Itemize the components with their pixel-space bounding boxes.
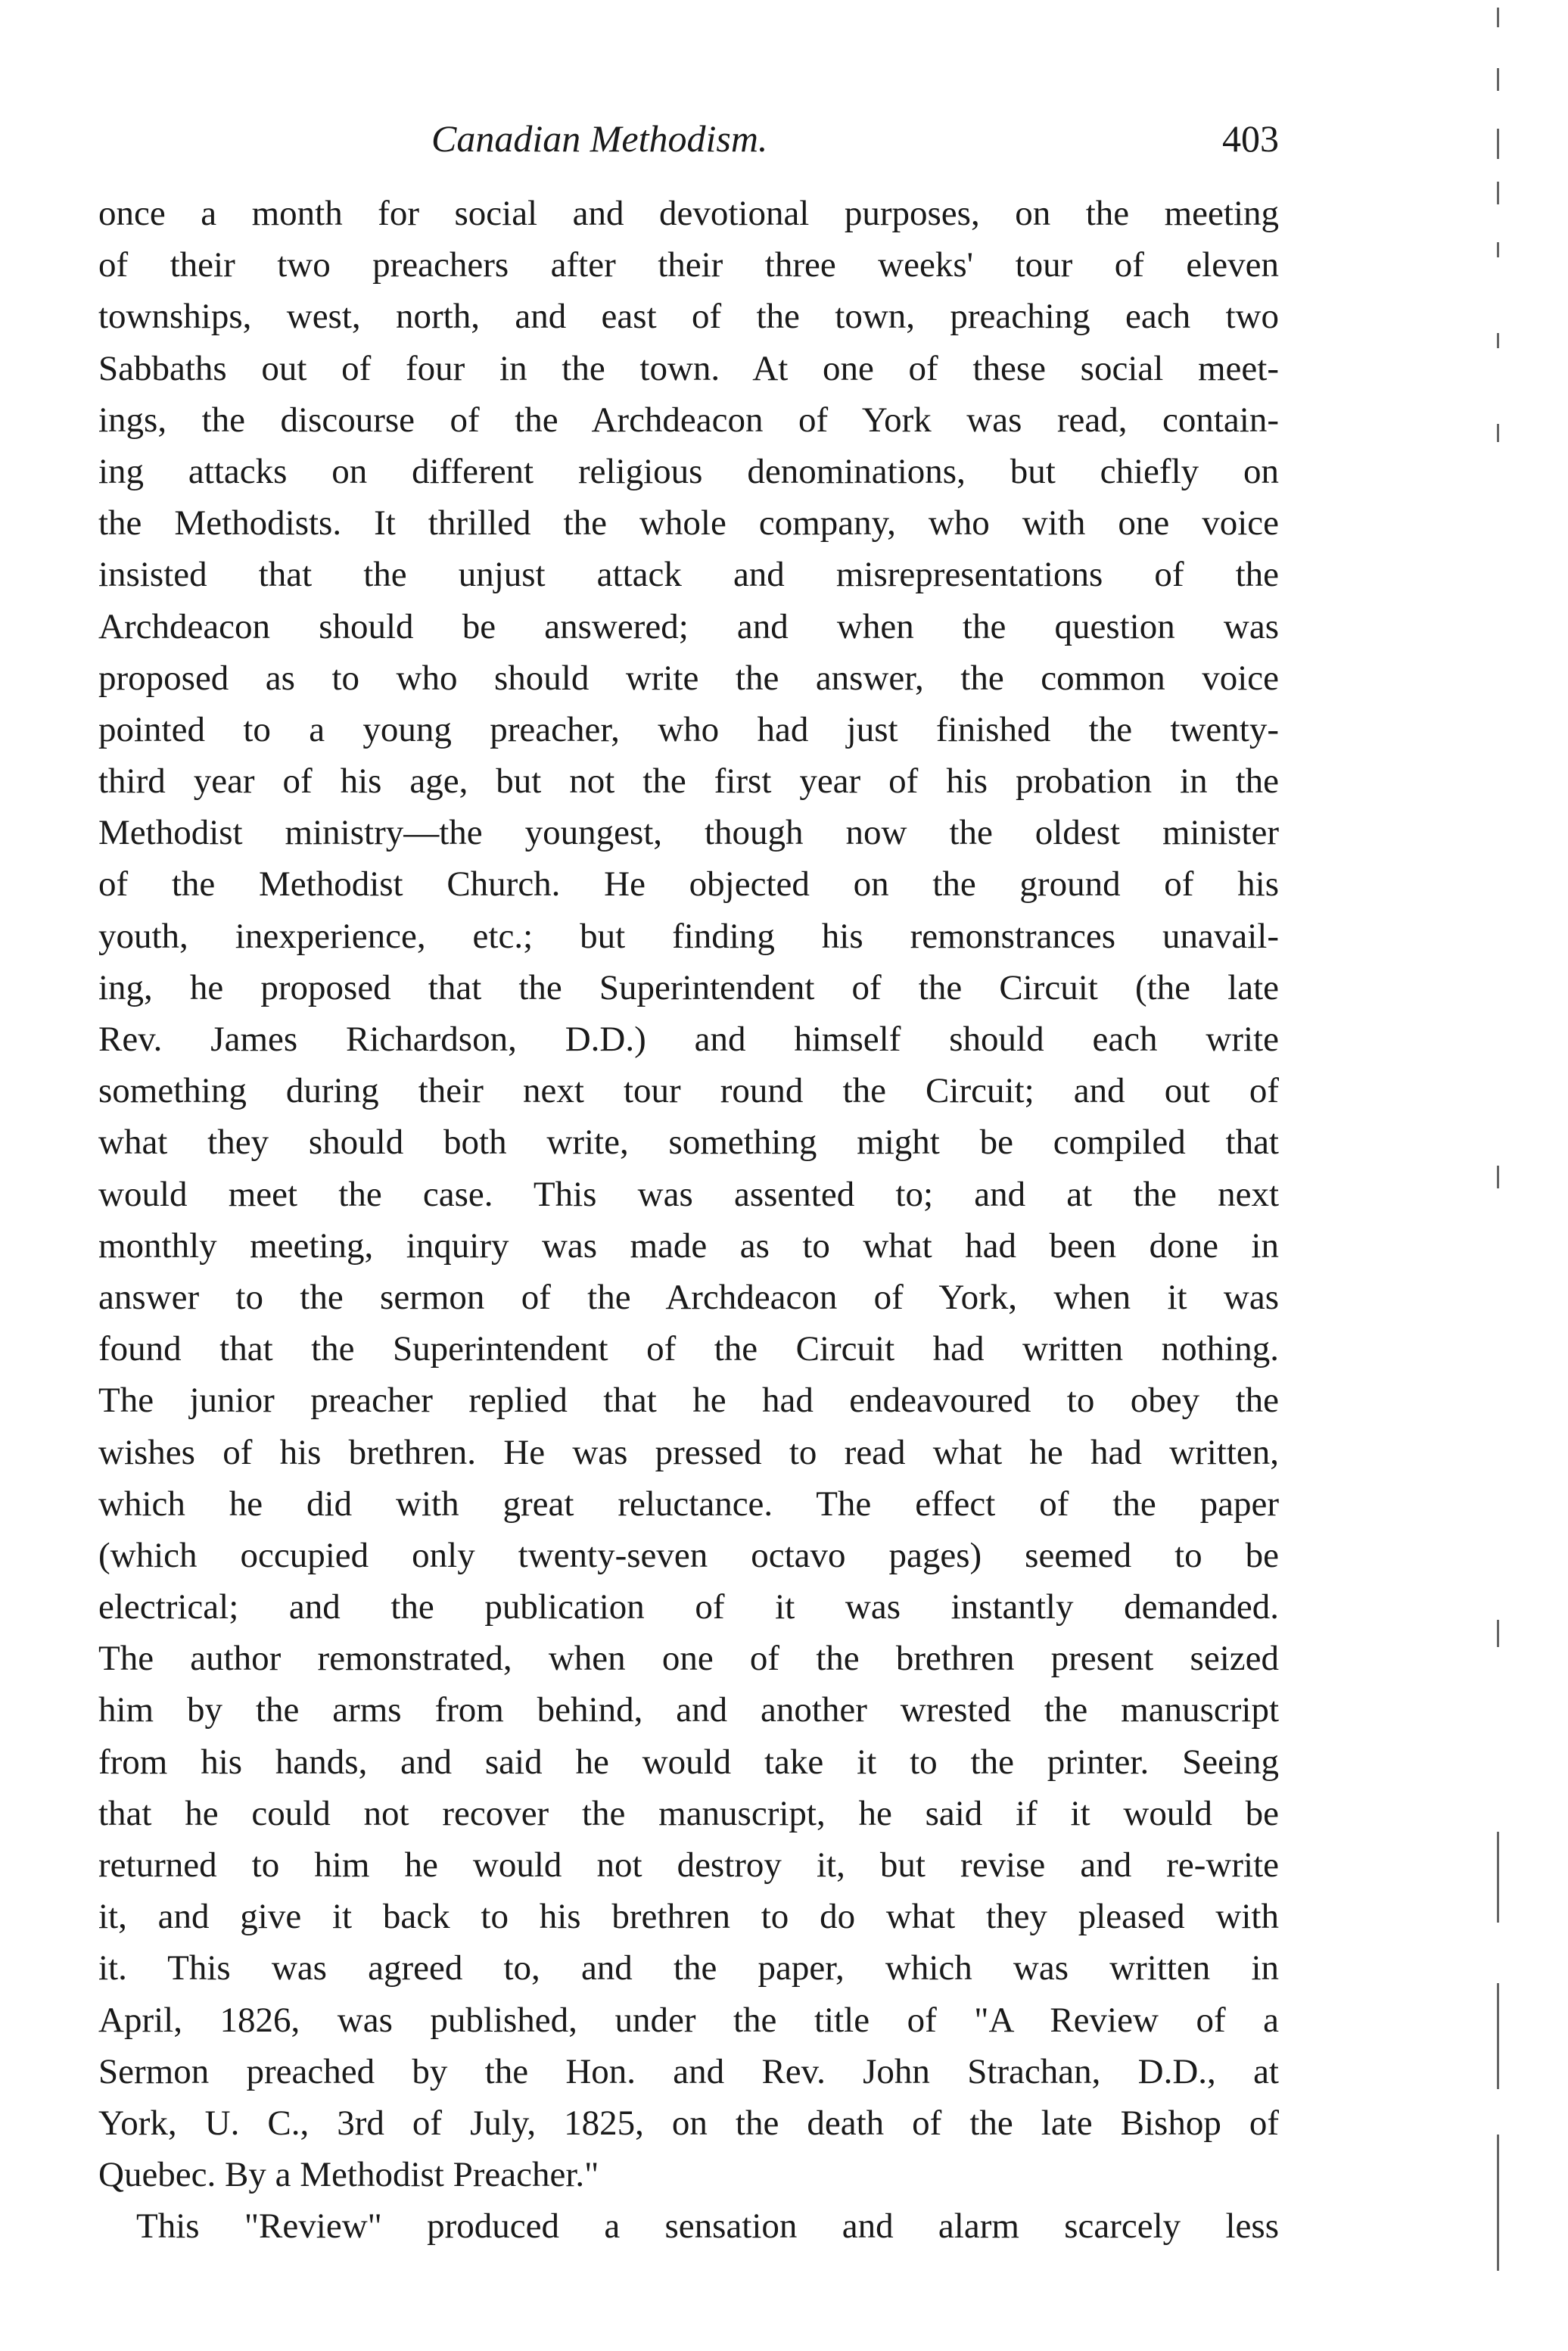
text-line: This "Review" produced a sensation and alarm scarcely less: [136, 2206, 1279, 2247]
text-line: youth, inexperience, etc.; but finding his remonstrances unavail-: [98, 916, 1279, 956]
text-line: from his hands, and said he would take it to the printer. Seeing: [98, 1742, 1279, 1782]
text-line: townships, west, north, and east of the town, preaching each two: [98, 297, 1279, 337]
text-line: ing attacks on different religious denominations, but chiefly on: [98, 451, 1279, 491]
running-title: Canadian Methodism.: [431, 117, 768, 160]
text-line: Methodist ministry—the youngest, though now the oldest minister: [98, 813, 1279, 853]
text-line: pointed to a young preacher, who had just finished the twenty-: [98, 709, 1279, 749]
text-line: it, and give it back to his brethren to do what they pleased with: [98, 1897, 1279, 1937]
edge-mark: [1497, 129, 1499, 159]
text-line: electrical; and the publication of it was instantly demanded.: [98, 1587, 1279, 1627]
page-number: 403: [1222, 117, 1279, 160]
edge-mark: [1497, 2135, 1499, 2271]
text-line: returned to him he would not destroy it, but revise and re-write: [98, 1845, 1279, 1885]
text-line: wishes of his brethren. He was pressed to read what he had written,: [98, 1432, 1279, 1472]
page-header: [98, 112, 1279, 165]
text-line: monthly meeting, inquiry was made as to what had been done in: [98, 1225, 1279, 1266]
text-line: of their two preachers after their three weeks' tour of eleven: [98, 245, 1279, 285]
edge-mark: [1497, 333, 1499, 348]
body-text: [98, 188, 1279, 2253]
edge-mark: [1497, 8, 1499, 27]
edge-mark: [1497, 1983, 1499, 2089]
text-line: April, 1826, was published, under the title of "A Review of a: [98, 2000, 1279, 2040]
text-line: ings, the discourse of the Archdeacon of York was read, contain-: [98, 400, 1279, 440]
text-line: third year of his age, but not the first year of his probation in the: [98, 761, 1279, 802]
text-line: once a month for social and devotional purposes, on the meeting: [98, 194, 1279, 233]
paragraph-2: [98, 2200, 1279, 2252]
text-line: that he could not recover the manuscript, he said if it would be: [98, 1793, 1279, 1833]
text-line: found that the Superintendent of the Circuit had written nothing.: [98, 1329, 1279, 1369]
edge-mark: [1497, 1166, 1499, 1188]
text-line: something during their next tour round the Circuit; and out of: [98, 1071, 1279, 1111]
text-line: The junior preacher replied that he had endeavoured to obey the: [98, 1381, 1279, 1421]
text-line: (which occupied only twenty-seven octavo pages) seemed to be: [98, 1535, 1279, 1575]
text-line: would meet the case. This was assented to; and at the next: [98, 1174, 1279, 1214]
edge-mark: [1497, 1832, 1499, 1923]
text-line: Quebec. By a Methodist Preacher.": [98, 2155, 599, 2195]
page-edge-marks: [1497, 0, 1507, 2351]
text-line: the Methodists. It thrilled the whole company, who with one voice: [98, 503, 1279, 543]
text-line: ing, he proposed that the Superintendent of the Circuit (the late: [98, 967, 1279, 1007]
text-line: insisted that the unjust attack and misrepresentations of the: [98, 555, 1279, 595]
text-line: Rev. James Richardson, D.D.) and himself should each write: [98, 1020, 1279, 1059]
text-line: which he did with great reluctance. The effect of the paper: [98, 1484, 1279, 1524]
text-line: of the Methodist Church. He objected on the ground of his: [98, 864, 1279, 905]
text-line: answer to the sermon of the Archdeacon of York, when it was: [98, 1277, 1279, 1317]
text-line: Sabbaths out of four in the town. At one of these social meet-: [98, 348, 1279, 388]
text-line: Archdeacon should be answered; and when the question was: [98, 606, 1279, 646]
edge-mark: [1497, 1620, 1499, 1647]
text-line: York, U. C., 3rd of July, 1825, on the death of the late Bishop of: [98, 2103, 1279, 2143]
paragraph-1: [98, 188, 1279, 2200]
edge-mark: [1497, 242, 1499, 257]
text-line: him by the arms from behind, and another wrested the manuscript: [98, 1690, 1279, 1730]
text-line: it. This was agreed to, and the paper, which was written in: [98, 1948, 1279, 1988]
edge-mark: [1497, 182, 1499, 204]
edge-mark: [1497, 424, 1499, 442]
text-line: Sermon preached by the Hon. and Rev. John Strachan, D.D., at: [98, 2051, 1279, 2091]
text-line: what they should both write, something might be compiled that: [98, 1123, 1279, 1163]
text-line: proposed as to who should write the answer, the common voice: [98, 658, 1279, 698]
text-line: The author remonstrated, when one of the brethren present seized: [98, 1639, 1279, 1679]
edge-mark: [1497, 68, 1499, 91]
